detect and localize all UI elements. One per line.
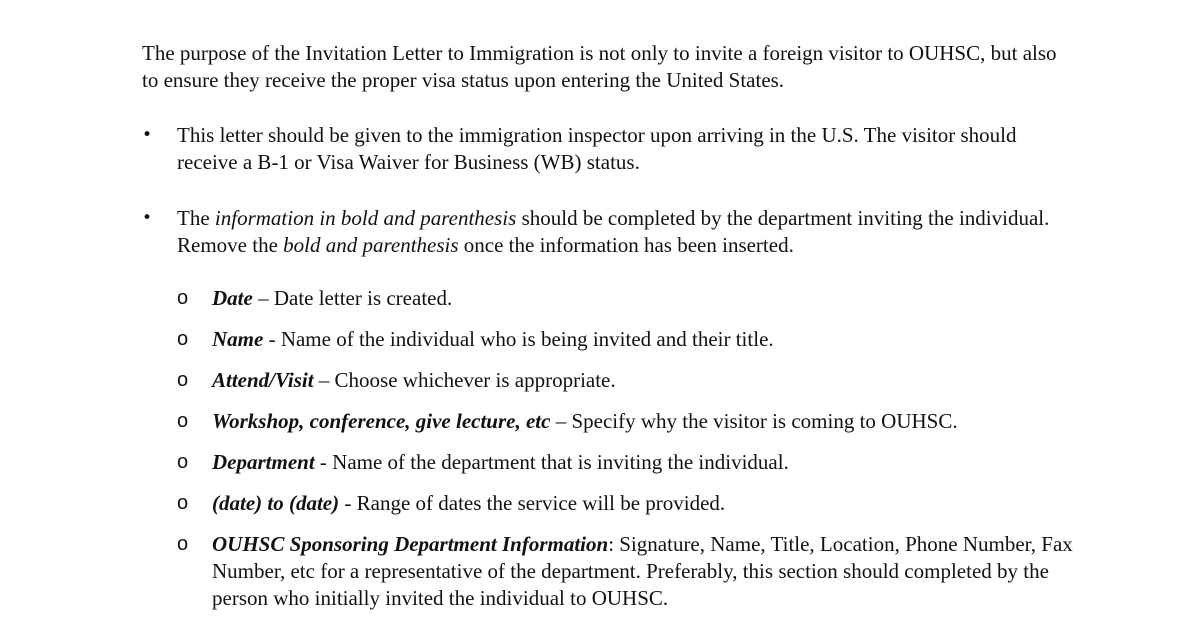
field-item-sponsoring-department (177, 531, 1077, 612)
field-item-department (177, 449, 1077, 476)
field-text (212, 285, 1077, 312)
field-term: (date) to (date) (212, 491, 340, 515)
field-item-date (177, 285, 1077, 312)
field-item-name (177, 326, 1077, 353)
intro-paragraph: The purpose of the Invitation Letter to Immigration is not only to invite a foreign visitor to OUHSC, but also to ensure they receive the proper visa status upon entering the United States. (142, 41, 1057, 92)
circle-bullet-icon: o (177, 533, 189, 555)
field-text (212, 490, 1077, 517)
field-description: – Date letter is created. (252, 286, 453, 310)
field-text (212, 367, 1077, 394)
field-description: - Name of the individual who is being invited and their title. (263, 327, 774, 351)
field-text (212, 449, 1077, 476)
circle-bullet-icon: o (177, 410, 189, 432)
bullet-text-emphasis: information in bold and parenthesis (214, 206, 517, 230)
field-description: – Choose whichever is appropriate. (313, 368, 616, 392)
bullet-icon: • (142, 208, 153, 228)
circle-bullet-icon: o (177, 451, 189, 473)
bullet-item-instructions (142, 205, 1082, 259)
circle-bullet-icon: o (177, 328, 189, 350)
field-description: - Range of dates the service will be provided. (339, 491, 726, 515)
field-term: Attend/Visit (212, 368, 314, 392)
field-description: - Name of the department that is inviting the individual. (314, 450, 789, 474)
bullet-text: This letter should be given to the immigration inspector upon arriving in the U.S. The visitor should receive a B-1 or Visa Waiver for Business (WB) status. (177, 123, 1017, 174)
field-term: Date (212, 286, 253, 310)
bullet-text (177, 205, 1082, 259)
field-definition-list (177, 285, 1077, 626)
field-text (212, 408, 1077, 435)
field-text (212, 326, 1077, 353)
field-item-purpose (177, 408, 1077, 435)
field-term: Department (212, 450, 315, 474)
bullet-text-emphasis: bold and parenthesis (283, 233, 459, 257)
circle-bullet-icon: o (177, 492, 189, 514)
circle-bullet-icon: o (177, 287, 189, 309)
bullet-icon: • (142, 125, 153, 145)
bullet-text-part: once the information has been inserted. (458, 233, 794, 257)
field-description: – Specify why the visitor is coming to OUHSC. (550, 409, 958, 433)
field-text (212, 531, 1077, 612)
field-term: Name (212, 327, 264, 351)
field-term: Workshop, conference, give lecture, etc (212, 409, 551, 433)
bullet-item-letter-usage (142, 122, 1082, 176)
circle-bullet-icon: o (177, 369, 189, 391)
field-term: OUHSC Sponsoring Department Information (212, 532, 609, 556)
bullet-text-part: The (177, 206, 215, 230)
bullet-text-part: should be completed by the department inviting the individual. Remove the (177, 206, 1050, 257)
field-item-attend-visit (177, 367, 1077, 394)
field-item-date-range (177, 490, 1077, 517)
field-description: : Signature, Name, Title, Location, Phone Number, Fax Number, etc for a representative of the department. Preferably, this section should completed by the person who initially invited the individual to OUHSC. (212, 532, 1073, 610)
